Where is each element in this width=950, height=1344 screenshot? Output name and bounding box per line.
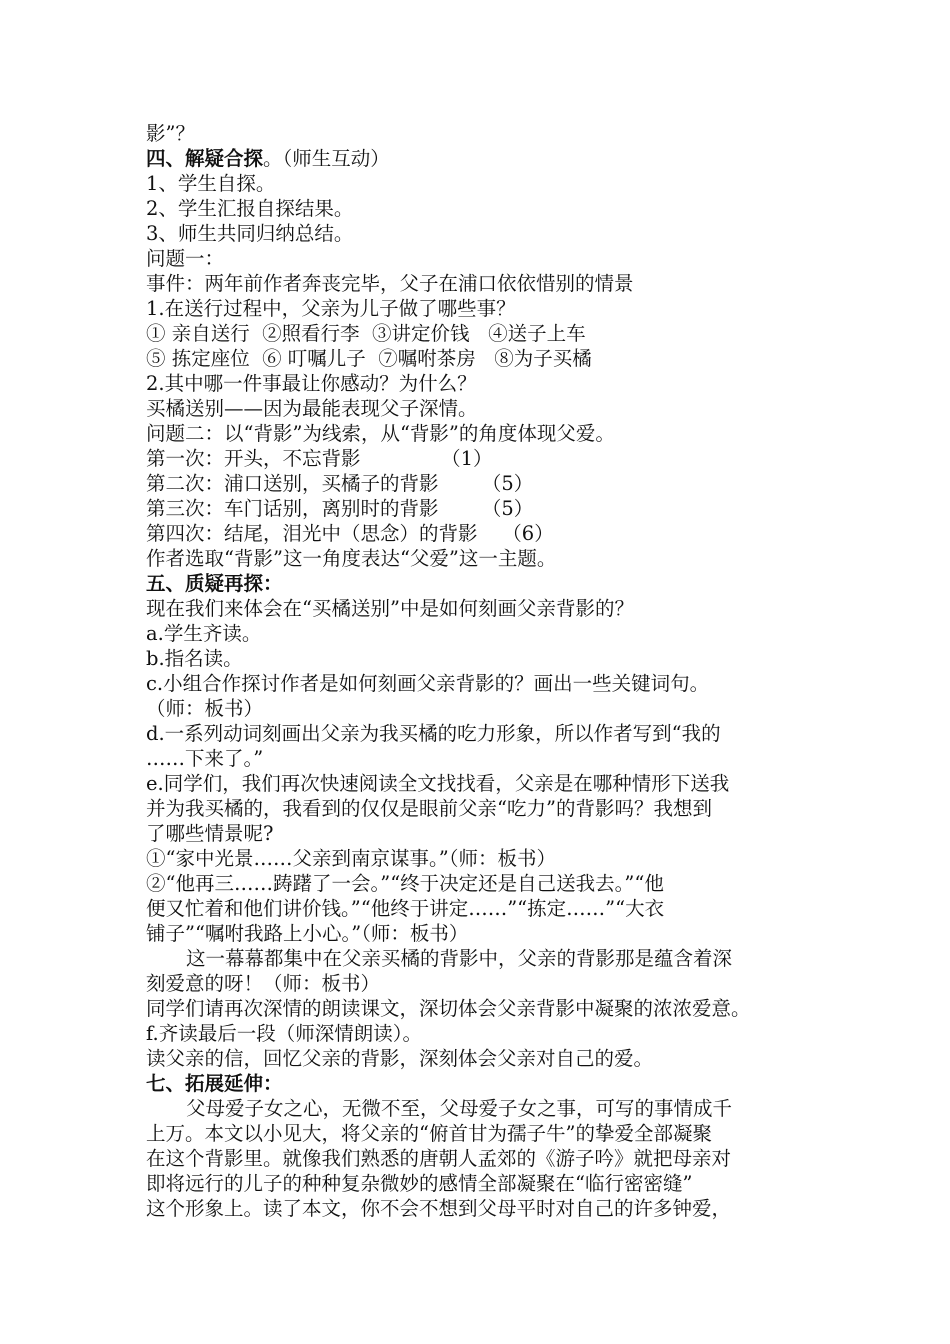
line-text: 1、学生自探。 xyxy=(146,172,276,195)
text-line xyxy=(146,696,826,721)
text-line xyxy=(146,421,826,446)
line-text: （师：板书） xyxy=(146,697,264,720)
line-text: 铺子”“嘱咐我路上小心。”（师：板书） xyxy=(146,922,469,945)
text-line xyxy=(146,546,826,571)
text-line xyxy=(146,321,826,346)
line-text: f.齐读最后一段（师深情朗读）。 xyxy=(146,1022,422,1045)
text-line xyxy=(146,1171,826,1196)
line-text: 第三次：车门话别，离别时的背影 （5） xyxy=(146,497,534,520)
line-text: d.一系列动词刻画出父亲为我买橘的吃力形象，所以作者写到“我的 xyxy=(146,722,721,745)
text-line xyxy=(146,296,826,321)
section-heading: 七、拓展延伸： xyxy=(146,1072,283,1095)
line-text: e.同学们，我们再次快速阅读全文找找看，父亲是在哪种情形下送我 xyxy=(146,772,730,795)
section-heading: 五、质疑再探： xyxy=(146,572,283,595)
line-text: 第一次：开头，不忘背影 （1） xyxy=(146,447,493,470)
text-line xyxy=(146,171,826,196)
line-text: 现在我们来体会在“买橘送别”中是如何刻画父亲背影的？ xyxy=(146,597,634,620)
section-heading: 四、解疑合探 xyxy=(146,147,264,170)
text-line xyxy=(146,446,826,471)
text-line xyxy=(146,1021,826,1046)
text-line xyxy=(146,1096,826,1121)
text-line xyxy=(146,1071,826,1096)
line-text: b.指名读。 xyxy=(146,647,243,670)
line-text: 。（师生互动） xyxy=(263,147,390,170)
text-line xyxy=(146,396,826,421)
line-text: ⑤ 拣定座位 ⑥ 叮嘱儿子 ⑦嘱咐茶房 ⑧为子买橘 xyxy=(146,347,592,370)
line-text: ……下来了。” xyxy=(146,747,264,770)
text-line xyxy=(146,221,826,246)
text-line xyxy=(146,871,826,896)
line-text: ②“他再三……踌躇了一会。”“终于决定还是自己送我去。”“他 xyxy=(146,872,664,895)
document-body xyxy=(146,121,826,1221)
text-line xyxy=(146,671,826,696)
text-line xyxy=(146,621,826,646)
text-line xyxy=(146,121,826,146)
text-line xyxy=(146,796,826,821)
line-text: 读父亲的信，回忆父亲的背影，深刻体会父亲对自己的爱。 xyxy=(146,1047,654,1070)
line-text: 2.其中哪一件事最让你感动？为什么？ xyxy=(146,372,477,395)
line-text: 同学们请再次深情的朗读课文，深切体会父亲背影中凝聚的浓浓爱意。 xyxy=(146,997,751,1020)
text-line xyxy=(146,896,826,921)
text-line xyxy=(146,1121,826,1146)
line-text: 作者选取“背影”这一角度表达“父爱”这一主题。 xyxy=(146,547,557,570)
line-text: a.学生齐读。 xyxy=(146,622,262,645)
text-line xyxy=(146,846,826,871)
line-text: ①“家中光景……父亲到南京谋事。”（师：板书） xyxy=(146,847,556,870)
text-line xyxy=(146,721,826,746)
line-text: 在这个背影里。就像我们熟悉的唐朝人孟郊的《游子吟》就把母亲对 xyxy=(146,1147,732,1170)
line-text: c.小组合作探讨作者是如何刻画父亲背影的？画出一些关键词句。 xyxy=(146,672,710,695)
line-text: 这个形象上。读了本文，你不会不想到父母平时对自己的许多钟爱， xyxy=(146,1197,732,1220)
text-line xyxy=(146,246,826,271)
line-text: 刻爱意的呀！（师：板书） xyxy=(146,972,381,995)
line-text: 上万。本文以小见大，将父亲的“俯首甘为孺子牛”的挚爱全部凝聚 xyxy=(146,1122,712,1145)
text-line xyxy=(146,471,826,496)
text-line xyxy=(146,346,826,371)
text-line xyxy=(146,596,826,621)
line-text: 问题一： xyxy=(146,247,225,270)
text-line xyxy=(146,646,826,671)
text-line xyxy=(146,996,826,1021)
text-line xyxy=(146,821,826,846)
text-line xyxy=(146,146,826,171)
line-text: 第四次：结尾，泪光中（思念）的背影 （6） xyxy=(146,522,554,545)
line-text: 父母爱子女之心，无微不至，父母爱子女之事，可写的事情成千 xyxy=(186,1097,733,1120)
line-text: 1.在送行过程中，父亲为儿子做了哪些事？ xyxy=(146,297,516,320)
line-text: 便又忙着和他们讲价钱。”“他终于讲定……”“拣定……”“大衣 xyxy=(146,897,665,920)
text-line xyxy=(146,371,826,396)
line-text: 3、师生共同归纳总结。 xyxy=(146,222,354,245)
text-line xyxy=(146,1046,826,1071)
line-text: ① 亲自送行 ②照看行李 ③讲定价钱 ④送子上车 xyxy=(146,322,586,345)
text-line xyxy=(146,196,826,221)
text-line xyxy=(146,1196,826,1221)
text-line xyxy=(146,771,826,796)
text-line xyxy=(146,571,826,596)
text-line xyxy=(146,496,826,521)
line-text: 即将远行的儿子的种种复杂微妙的感情全部凝聚在“临行密密缝” xyxy=(146,1172,693,1195)
line-text: 这一幕幕都集中在父亲买橘的背影中，父亲的背影那是蕴含着深 xyxy=(186,947,733,970)
text-line xyxy=(146,1146,826,1171)
text-line xyxy=(146,946,826,971)
line-text: 影”？ xyxy=(146,122,195,145)
text-line xyxy=(146,521,826,546)
text-line xyxy=(146,971,826,996)
text-line xyxy=(146,271,826,296)
line-text: 并为我买橘的，我看到的仅仅是眼前父亲“吃力”的背影吗？我想到 xyxy=(146,797,712,820)
line-text: 买橘送别——因为最能表现父子深情。 xyxy=(146,397,478,420)
line-text: 了哪些情景呢? xyxy=(146,822,274,845)
text-line xyxy=(146,746,826,771)
line-text: 第二次：浦口送别，买橘子的背影 （5） xyxy=(146,472,534,495)
text-line xyxy=(146,921,826,946)
line-text: 问题二：以“背影”为线索，从“背影”的角度体现父爱。 xyxy=(146,422,615,445)
line-text: 2、学生汇报自探结果。 xyxy=(146,197,354,220)
line-text: 事件：两年前作者奔丧完毕，父子在浦口依依惜别的情景 xyxy=(146,272,634,295)
